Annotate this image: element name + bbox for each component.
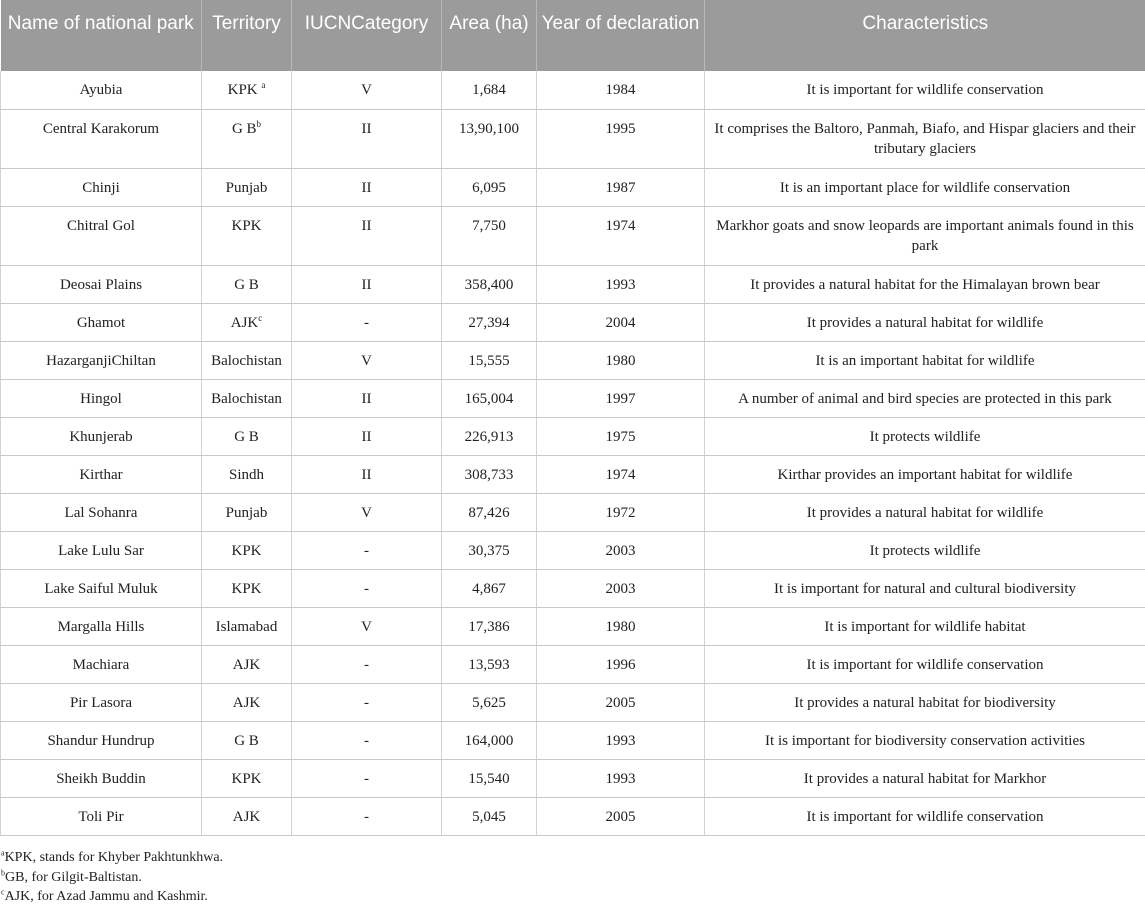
year-cell-text: 1980 — [605, 618, 636, 635]
table-row — [1, 493, 1145, 531]
characteristics-cell-text: It is an important habitat for wildlife — [815, 352, 1035, 369]
iucn-category-cell — [292, 797, 442, 835]
territory-cell — [202, 759, 292, 797]
characteristics-cell — [705, 721, 1145, 759]
characteristics-cell — [705, 109, 1145, 168]
area-cell-text: 308,733 — [464, 466, 514, 483]
table-row — [1, 721, 1145, 759]
iucn-category-cell — [292, 168, 442, 206]
table-row — [1, 206, 1145, 265]
year-cell — [537, 531, 705, 569]
header-area: Area (ha) — [442, 0, 537, 71]
footnote-mark: a — [1, 848, 5, 858]
characteristics-cell-text: It is important for wildlife conservation — [806, 808, 1044, 825]
year-cell-text: 1995 — [605, 120, 636, 137]
territory-cell-text: AJK — [232, 808, 261, 825]
characteristics-cell — [705, 531, 1145, 569]
park-name-cell — [1, 721, 202, 759]
characteristics-cell — [705, 168, 1145, 206]
header-year: Year of declaration — [537, 0, 705, 71]
territory-cell-text: KPK — [231, 580, 262, 597]
characteristics-cell — [705, 265, 1145, 303]
iucn-category-cell-text: V — [361, 352, 372, 369]
iucn-category-cell-text: V — [361, 504, 372, 521]
area-cell — [442, 265, 537, 303]
area-cell-text: 13,90,100 — [459, 120, 519, 137]
area-cell — [442, 531, 537, 569]
area-cell-text: 226,913 — [464, 428, 514, 445]
park-name-cell — [1, 493, 202, 531]
iucn-category-cell-text: II — [361, 276, 372, 293]
area-cell-text: 6,095 — [472, 179, 506, 196]
park-name-cell — [1, 607, 202, 645]
territory-cell — [202, 607, 292, 645]
area-cell-text: 5,625 — [472, 694, 506, 711]
park-name-cell-text: Lal Sohanra — [64, 504, 138, 521]
area-cell-text: 13,593 — [468, 656, 510, 673]
year-cell — [537, 455, 705, 493]
iucn-category-cell — [292, 455, 442, 493]
year-cell — [537, 168, 705, 206]
year-cell-text: 1993 — [605, 770, 636, 787]
year-cell — [537, 569, 705, 607]
table-row — [1, 455, 1145, 493]
year-cell — [537, 303, 705, 341]
year-cell-text: 1993 — [605, 276, 636, 293]
year-cell — [537, 607, 705, 645]
table-row — [1, 645, 1145, 683]
park-name-cell — [1, 109, 202, 168]
table-row — [1, 303, 1145, 341]
park-name-cell — [1, 417, 202, 455]
park-name-cell — [1, 797, 202, 835]
table-row — [1, 341, 1145, 379]
park-name-cell-text: Ghamot — [76, 314, 126, 331]
park-name-cell — [1, 645, 202, 683]
area-cell — [442, 417, 537, 455]
park-name-cell-text: Chitral Gol — [67, 217, 135, 234]
year-cell — [537, 341, 705, 379]
territory-cell-text: Islamabad — [215, 618, 278, 635]
area-cell — [442, 569, 537, 607]
year-cell — [537, 645, 705, 683]
year-cell — [537, 721, 705, 759]
park-name-cell-text: Machiara — [72, 656, 130, 673]
territory-cell — [202, 379, 292, 417]
iucn-category-cell — [292, 303, 442, 341]
area-cell — [442, 109, 537, 168]
footnote-marker: a — [261, 80, 266, 90]
iucn-category-cell-text: II — [361, 428, 372, 445]
table-row — [1, 797, 1145, 835]
park-name-cell-text: Khunjerab — [69, 428, 133, 445]
characteristics-cell-text: A number of animal and bird species are protected in this park — [738, 390, 1112, 407]
iucn-category-cell — [292, 493, 442, 531]
territory-cell — [202, 531, 292, 569]
iucn-category-cell-text: V — [361, 618, 372, 635]
characteristics-cell — [705, 759, 1145, 797]
iucn-category-cell — [292, 265, 442, 303]
area-cell — [442, 206, 537, 265]
characteristics-cell-text: Kirthar provides an important habitat for wildlife — [777, 466, 1073, 483]
area-cell — [442, 455, 537, 493]
territory-cell — [202, 493, 292, 531]
year-cell-text: 1974 — [605, 466, 636, 483]
iucn-category-cell-text: - — [364, 694, 369, 711]
area-cell-text: 30,375 — [468, 542, 510, 559]
area-cell-text: 1,684 — [472, 82, 506, 98]
area-cell-text: 15,540 — [468, 770, 510, 787]
park-name-cell-text: Lake Lulu Sar — [58, 542, 144, 559]
year-cell-text: 2004 — [605, 314, 636, 331]
footnote — [1, 887, 223, 907]
territory-cell — [202, 645, 292, 683]
area-cell — [442, 341, 537, 379]
territory-cell-text: AJK — [232, 694, 261, 711]
year-cell — [537, 683, 705, 721]
territory-cell — [202, 206, 292, 265]
area-cell — [442, 168, 537, 206]
iucn-category-cell — [292, 71, 442, 109]
table-row — [1, 531, 1145, 569]
year-cell-text: 1972 — [605, 504, 636, 521]
characteristics-cell — [705, 206, 1145, 265]
territory-cell-text: KPK — [231, 542, 262, 559]
area-cell — [442, 303, 537, 341]
area-cell — [442, 493, 537, 531]
footnote-marker: c — [258, 312, 263, 323]
territory-cell-text: Punjab — [225, 504, 268, 521]
area-cell — [442, 759, 537, 797]
table-row — [1, 379, 1145, 417]
iucn-category-cell-text: - — [364, 580, 369, 597]
iucn-category-cell-text: II — [361, 466, 372, 483]
characteristics-cell — [705, 379, 1145, 417]
footnote-text: AJK, for Azad Jammu and Kashmir. — [4, 889, 208, 904]
park-name-cell — [1, 341, 202, 379]
area-cell-text: 164,000 — [464, 732, 514, 749]
year-cell-text: 1987 — [605, 179, 636, 196]
territory-cell-text: G B — [234, 276, 259, 293]
characteristics-cell-text: It is an important place for wildlife conservation — [779, 179, 1071, 196]
characteristics-cell — [705, 71, 1145, 109]
territory-cell-text: G B — [234, 732, 259, 749]
park-name-cell — [1, 531, 202, 569]
park-name-cell-text: Lake Saiful Muluk — [44, 580, 158, 597]
territory-cell-text: KPK — [227, 82, 258, 98]
territory-cell — [202, 71, 292, 109]
territory-cell-text: Balochistan — [211, 390, 282, 407]
territory-cell-text: AJK — [232, 656, 261, 673]
characteristics-cell-text: It provides a natural habitat for wildlife — [806, 504, 1044, 521]
iucn-category-cell — [292, 607, 442, 645]
area-cell — [442, 607, 537, 645]
year-cell-text: 1984 — [605, 82, 636, 98]
characteristics-cell-text: It is important for wildlife conservation — [806, 656, 1044, 673]
iucn-category-cell-text: - — [364, 314, 369, 331]
iucn-category-cell-text: II — [361, 390, 372, 407]
park-name-cell-text: Margalla Hills — [57, 618, 145, 635]
park-name-cell — [1, 71, 202, 109]
footnote — [1, 848, 223, 868]
territory-cell — [202, 683, 292, 721]
table-body — [1, 71, 1145, 835]
table-row — [1, 265, 1145, 303]
year-cell — [537, 265, 705, 303]
year-cell-text: 1974 — [605, 217, 636, 234]
year-cell-text: 1980 — [605, 352, 636, 369]
characteristics-cell — [705, 683, 1145, 721]
park-name-cell-text: Hingol — [80, 390, 122, 407]
iucn-category-cell-text: II — [361, 217, 372, 234]
iucn-category-cell — [292, 206, 442, 265]
year-cell-text: 2003 — [605, 580, 636, 597]
iucn-category-cell — [292, 721, 442, 759]
area-cell — [442, 71, 537, 109]
table-row — [1, 607, 1145, 645]
characteristics-cell — [705, 645, 1145, 683]
iucn-category-cell-text: II — [361, 120, 372, 137]
characteristics-cell — [705, 569, 1145, 607]
header-territory: Territory — [202, 0, 292, 71]
territory-cell — [202, 303, 292, 341]
area-cell-text: 7,750 — [472, 217, 506, 234]
area-cell — [442, 683, 537, 721]
park-name-cell — [1, 759, 202, 797]
territory-cell-text: Sindh — [228, 466, 264, 483]
park-name-cell — [1, 206, 202, 265]
park-name-cell — [1, 265, 202, 303]
park-name-cell-text: HazarganjiChiltan — [46, 352, 156, 369]
area-cell-text: 4,867 — [472, 580, 506, 597]
area-cell — [442, 721, 537, 759]
park-name-cell-text: Pir Lasora — [69, 694, 133, 711]
territory-cell — [202, 109, 292, 168]
year-cell-text: 2005 — [605, 694, 636, 711]
territory-cell — [202, 265, 292, 303]
characteristics-cell-text: Markhor goats and snow leopards are important animals found in this park — [716, 217, 1134, 254]
iucn-category-cell-text: - — [364, 732, 369, 749]
characteristics-cell-text: It is important for natural and cultural biodiversity — [773, 580, 1076, 597]
territory-cell-text: KPK — [231, 217, 262, 234]
park-name-cell — [1, 569, 202, 607]
area-cell-text: 87,426 — [468, 504, 510, 521]
table-row — [1, 683, 1145, 721]
year-cell-text: 1993 — [605, 732, 636, 749]
characteristics-cell — [705, 607, 1145, 645]
year-cell — [537, 109, 705, 168]
header-characteristics: Characteristics — [705, 0, 1145, 71]
year-cell-text: 2003 — [605, 542, 636, 559]
area-cell — [442, 645, 537, 683]
park-name-cell-text: Ayubia — [79, 82, 123, 98]
park-name-cell — [1, 303, 202, 341]
table-row — [1, 417, 1145, 455]
year-cell-text: 1996 — [605, 656, 636, 673]
year-cell-text: 2005 — [605, 808, 636, 825]
header-name: Name of national park — [1, 0, 202, 71]
iucn-category-cell — [292, 759, 442, 797]
year-cell-text: 1975 — [605, 428, 636, 445]
year-cell — [537, 493, 705, 531]
iucn-category-cell — [292, 417, 442, 455]
year-cell — [537, 417, 705, 455]
territory-cell-text: KPK — [231, 770, 262, 787]
characteristics-cell — [705, 455, 1145, 493]
footnote-marker: b — [256, 118, 262, 129]
year-cell-text: 1997 — [605, 390, 636, 407]
area-cell-text: 17,386 — [468, 618, 510, 635]
park-name-cell-text: Toli Pir — [78, 808, 124, 825]
park-name-cell-text: Shandur Hundrup — [47, 732, 155, 749]
park-name-cell-text: Chinji — [82, 179, 120, 196]
year-cell — [537, 379, 705, 417]
iucn-category-cell-text: II — [361, 179, 372, 196]
characteristics-cell-text: It is important for wildlife habitat — [824, 618, 1026, 635]
territory-cell-text: G B — [234, 428, 259, 445]
area-cell — [442, 797, 537, 835]
iucn-category-cell — [292, 569, 442, 607]
area-cell-text: 27,394 — [468, 314, 510, 331]
table-row — [1, 168, 1145, 206]
year-cell — [537, 797, 705, 835]
characteristics-cell-text: It provides a natural habitat for wildlife — [806, 314, 1044, 331]
iucn-category-cell — [292, 531, 442, 569]
year-cell — [537, 71, 705, 109]
characteristics-cell — [705, 797, 1145, 835]
area-cell-text: 358,400 — [464, 276, 514, 293]
characteristics-cell-text: It comprises the Baltoro, Panmah, Biafo, and Hispar glaciers and their tributary glaciers — [714, 120, 1136, 157]
table-row — [1, 71, 1145, 109]
territory-cell — [202, 455, 292, 493]
area-cell-text: 15,555 — [468, 352, 510, 369]
territory-cell-text: AJK — [230, 314, 259, 331]
park-name-cell — [1, 683, 202, 721]
year-cell — [537, 206, 705, 265]
year-cell — [537, 759, 705, 797]
iucn-category-cell — [292, 109, 442, 168]
characteristics-cell-text: It provides a natural habitat for the Himalayan brown bear — [750, 276, 1100, 293]
park-name-cell-text: Kirthar — [79, 466, 123, 483]
territory-cell-text: Punjab — [225, 179, 268, 196]
park-name-cell — [1, 168, 202, 206]
park-name-cell — [1, 379, 202, 417]
characteristics-cell-text: It protects wildlife — [869, 428, 981, 445]
area-cell-text: 165,004 — [464, 390, 514, 407]
footnotes — [1, 848, 223, 907]
table-row — [1, 109, 1145, 168]
area-cell — [442, 379, 537, 417]
iucn-category-cell-text: V — [361, 82, 372, 98]
territory-cell — [202, 797, 292, 835]
iucn-category-cell-text: - — [364, 656, 369, 673]
footnote-mark: b — [1, 867, 5, 877]
characteristics-cell — [705, 303, 1145, 341]
iucn-category-cell-text: - — [364, 542, 369, 559]
park-name-cell-text: Central Karakorum — [42, 120, 160, 137]
iucn-category-cell — [292, 645, 442, 683]
area-cell-text: 5,045 — [472, 808, 506, 825]
territory-cell — [202, 721, 292, 759]
iucn-category-cell — [292, 379, 442, 417]
header-iucn-category: IUCNCategory — [292, 0, 442, 71]
territory-cell-text: G B — [231, 120, 257, 137]
park-name-cell — [1, 455, 202, 493]
characteristics-cell — [705, 493, 1145, 531]
characteristics-cell-text: It protects wildlife — [869, 542, 981, 559]
characteristics-cell — [705, 341, 1145, 379]
footnote-text: KPK, stands for Khyber Pakhtunkhwa. — [4, 850, 224, 865]
header-row — [1, 0, 1145, 71]
table-row — [1, 759, 1145, 797]
characteristics-cell-text: It is important for biodiversity conservation activities — [765, 732, 1085, 749]
iucn-category-cell-text: - — [364, 770, 369, 787]
territory-cell — [202, 417, 292, 455]
footnote — [1, 868, 223, 888]
characteristics-cell-text: It is important for wildlife conservation — [806, 82, 1044, 98]
iucn-category-cell — [292, 683, 442, 721]
iucn-category-cell-text: - — [364, 808, 369, 825]
iucn-category-cell — [292, 341, 442, 379]
characteristics-cell-text: It provides a natural habitat for Markhor — [803, 770, 1047, 787]
footnote-text: GB, for Gilgit-Baltistan. — [5, 869, 142, 885]
characteristics-cell-text: It provides a natural habitat for biodiversity — [794, 694, 1056, 711]
territory-cell — [202, 569, 292, 607]
characteristics-cell — [705, 417, 1145, 455]
territory-cell-text: Balochistan — [211, 352, 282, 369]
park-name-cell-text: Deosai Plains — [59, 276, 143, 293]
table-row — [1, 569, 1145, 607]
territory-cell — [202, 168, 292, 206]
park-name-cell-text: Sheikh Buddin — [56, 770, 146, 787]
footnote-mark: c — [1, 887, 5, 897]
territory-cell — [202, 341, 292, 379]
